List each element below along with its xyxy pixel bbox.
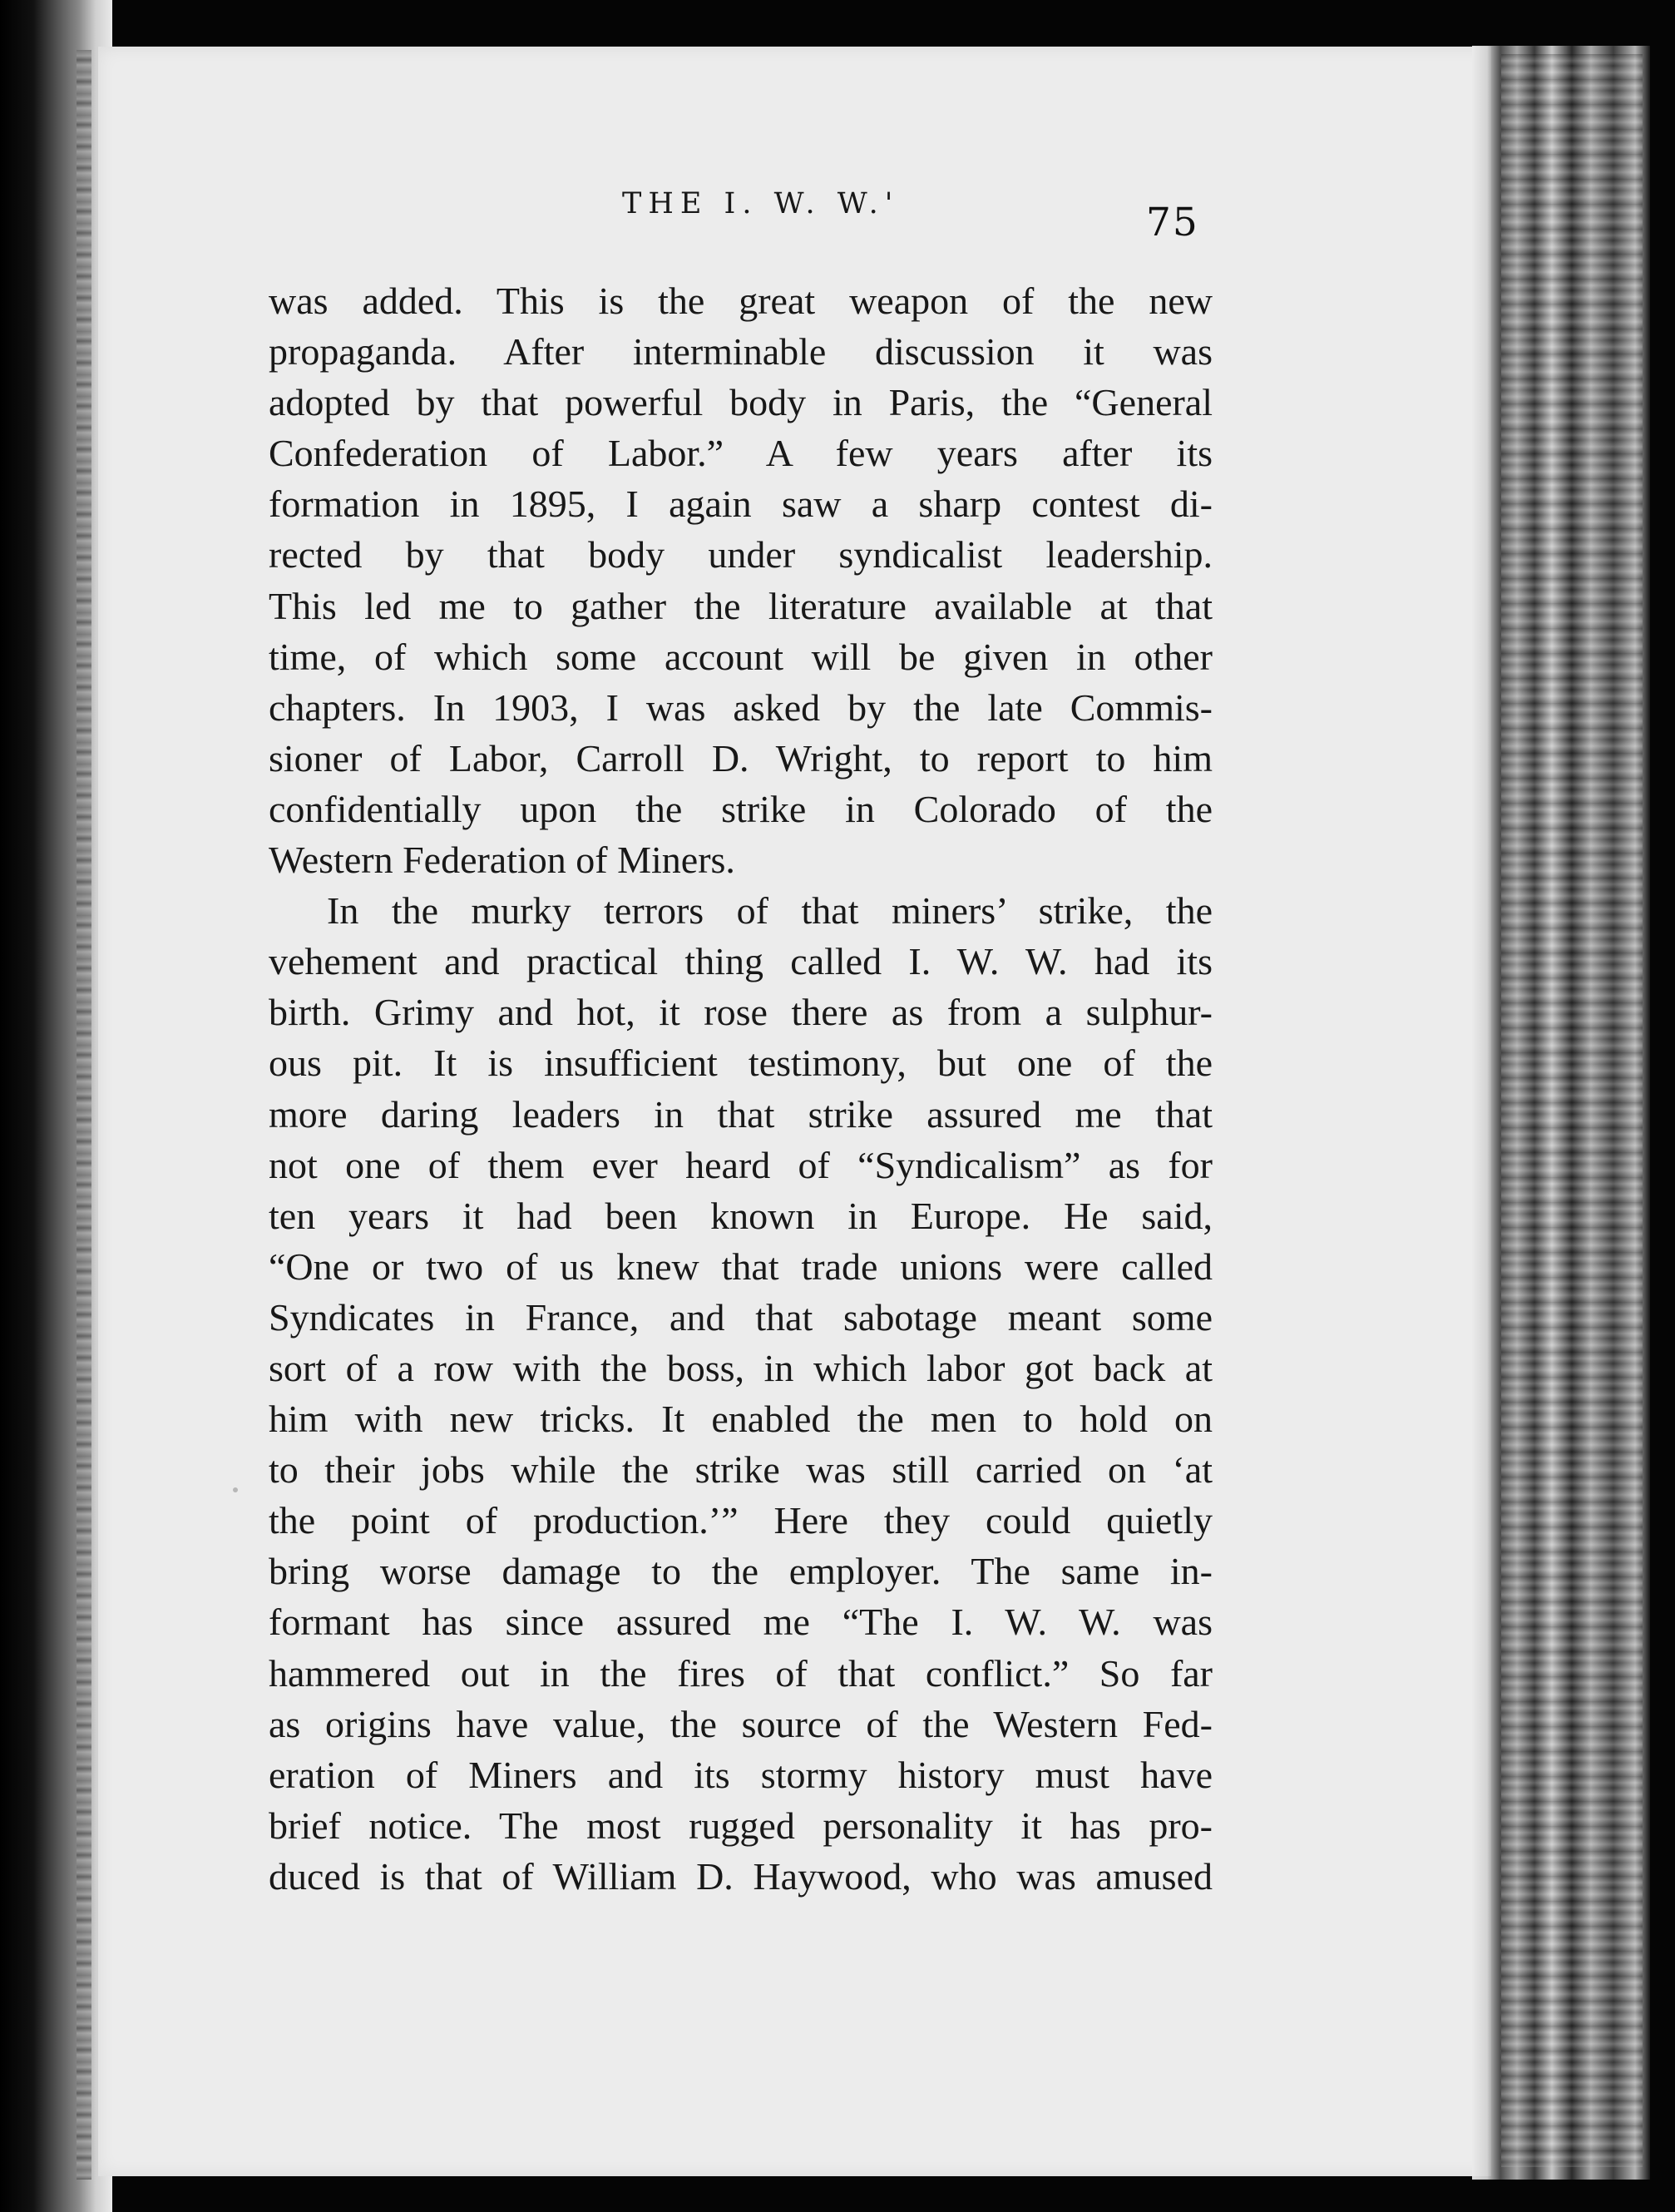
- scan-speck: [233, 1487, 238, 1492]
- page-number: 75: [1146, 200, 1199, 245]
- text-line: confidentially upon the strike in Colorado of the: [269, 787, 1213, 830]
- text-line: In the murky terrors of that miners’ strike, the: [327, 889, 1213, 933]
- text-line: as origins have value, the source of the Western Fed-: [269, 1702, 1213, 1745]
- text-line: chapters. In 1903, I was asked by the late Commis-: [269, 685, 1213, 729]
- text-line: adopted by that powerful body in Paris, the “General: [269, 381, 1213, 424]
- left-binding-strip: [77, 50, 91, 2180]
- right-stacked-pages: [1501, 54, 1643, 2167]
- text-line: to their jobs while the strike was still carried on ‘at: [269, 1448, 1213, 1492]
- text-line: more daring leaders in that strike assured me that: [269, 1092, 1213, 1136]
- text-line: brief notice. The most rugged personality it has pro-: [269, 1804, 1213, 1847]
- text-line: duced is that of William D. Haywood, who was amused: [269, 1854, 1213, 1898]
- header-title: THE I. W. W.: [622, 187, 885, 220]
- text-line: “One or two of us knew that trade unions were called: [269, 1245, 1213, 1288]
- text-line: birth. Grimy and hot, it rose there as from a sulphur-: [269, 991, 1213, 1034]
- running-header: [622, 187, 899, 220]
- text-line: sioner of Labor, Carroll D. Wright, to report to him: [269, 736, 1213, 779]
- text-line: formation in 1895, I again saw a sharp contest di-: [269, 482, 1213, 526]
- text-line: ten years it had been known in Europe. He said,: [269, 1194, 1213, 1237]
- text-line: This led me to gather the literature available at that: [269, 584, 1213, 627]
- left-page-edge: [0, 0, 112, 2212]
- text-line: formant has since assured me “The I. W. W. was: [269, 1601, 1213, 1644]
- body-text: [269, 275, 1213, 1902]
- text-line: eration of Miners and its stormy history must have: [269, 1753, 1213, 1796]
- text-line: time, of which some account will be given in other: [269, 635, 1213, 678]
- text-line: him with new tricks. It enabled the men to hold on: [269, 1398, 1213, 1441]
- text-line: propaganda. After interminable discussion it was: [269, 330, 1213, 374]
- text-line: rected by that body under syndicalist leadership.: [269, 533, 1213, 577]
- text-line: bring worse damage to the employer. The same in-: [269, 1550, 1213, 1593]
- text-line: Western Federation of Miners.: [269, 839, 735, 882]
- text-line: Confederation of Labor.” A few years after its: [269, 432, 1213, 475]
- header-mark: ': [884, 187, 900, 220]
- text-line: the point of production.’” Here they could quietly: [269, 1499, 1213, 1542]
- text-line: hammered out in the fires of that conflict.” So far: [269, 1651, 1213, 1695]
- text-line: not one of them ever heard of “Syndicalism” as for: [269, 1143, 1213, 1186]
- text-line: vehement and practical thing called I. W. W. had its: [269, 940, 1213, 983]
- text-line: ous pit. It is insufficient testimony, but one of the: [269, 1042, 1213, 1085]
- text-line: Syndicates in France, and that sabotage meant some: [269, 1295, 1213, 1339]
- text-line: sort of a row with the boss, in which labor got back at: [269, 1346, 1213, 1389]
- text-line: was added. This is the great weapon of the new: [269, 280, 1213, 322]
